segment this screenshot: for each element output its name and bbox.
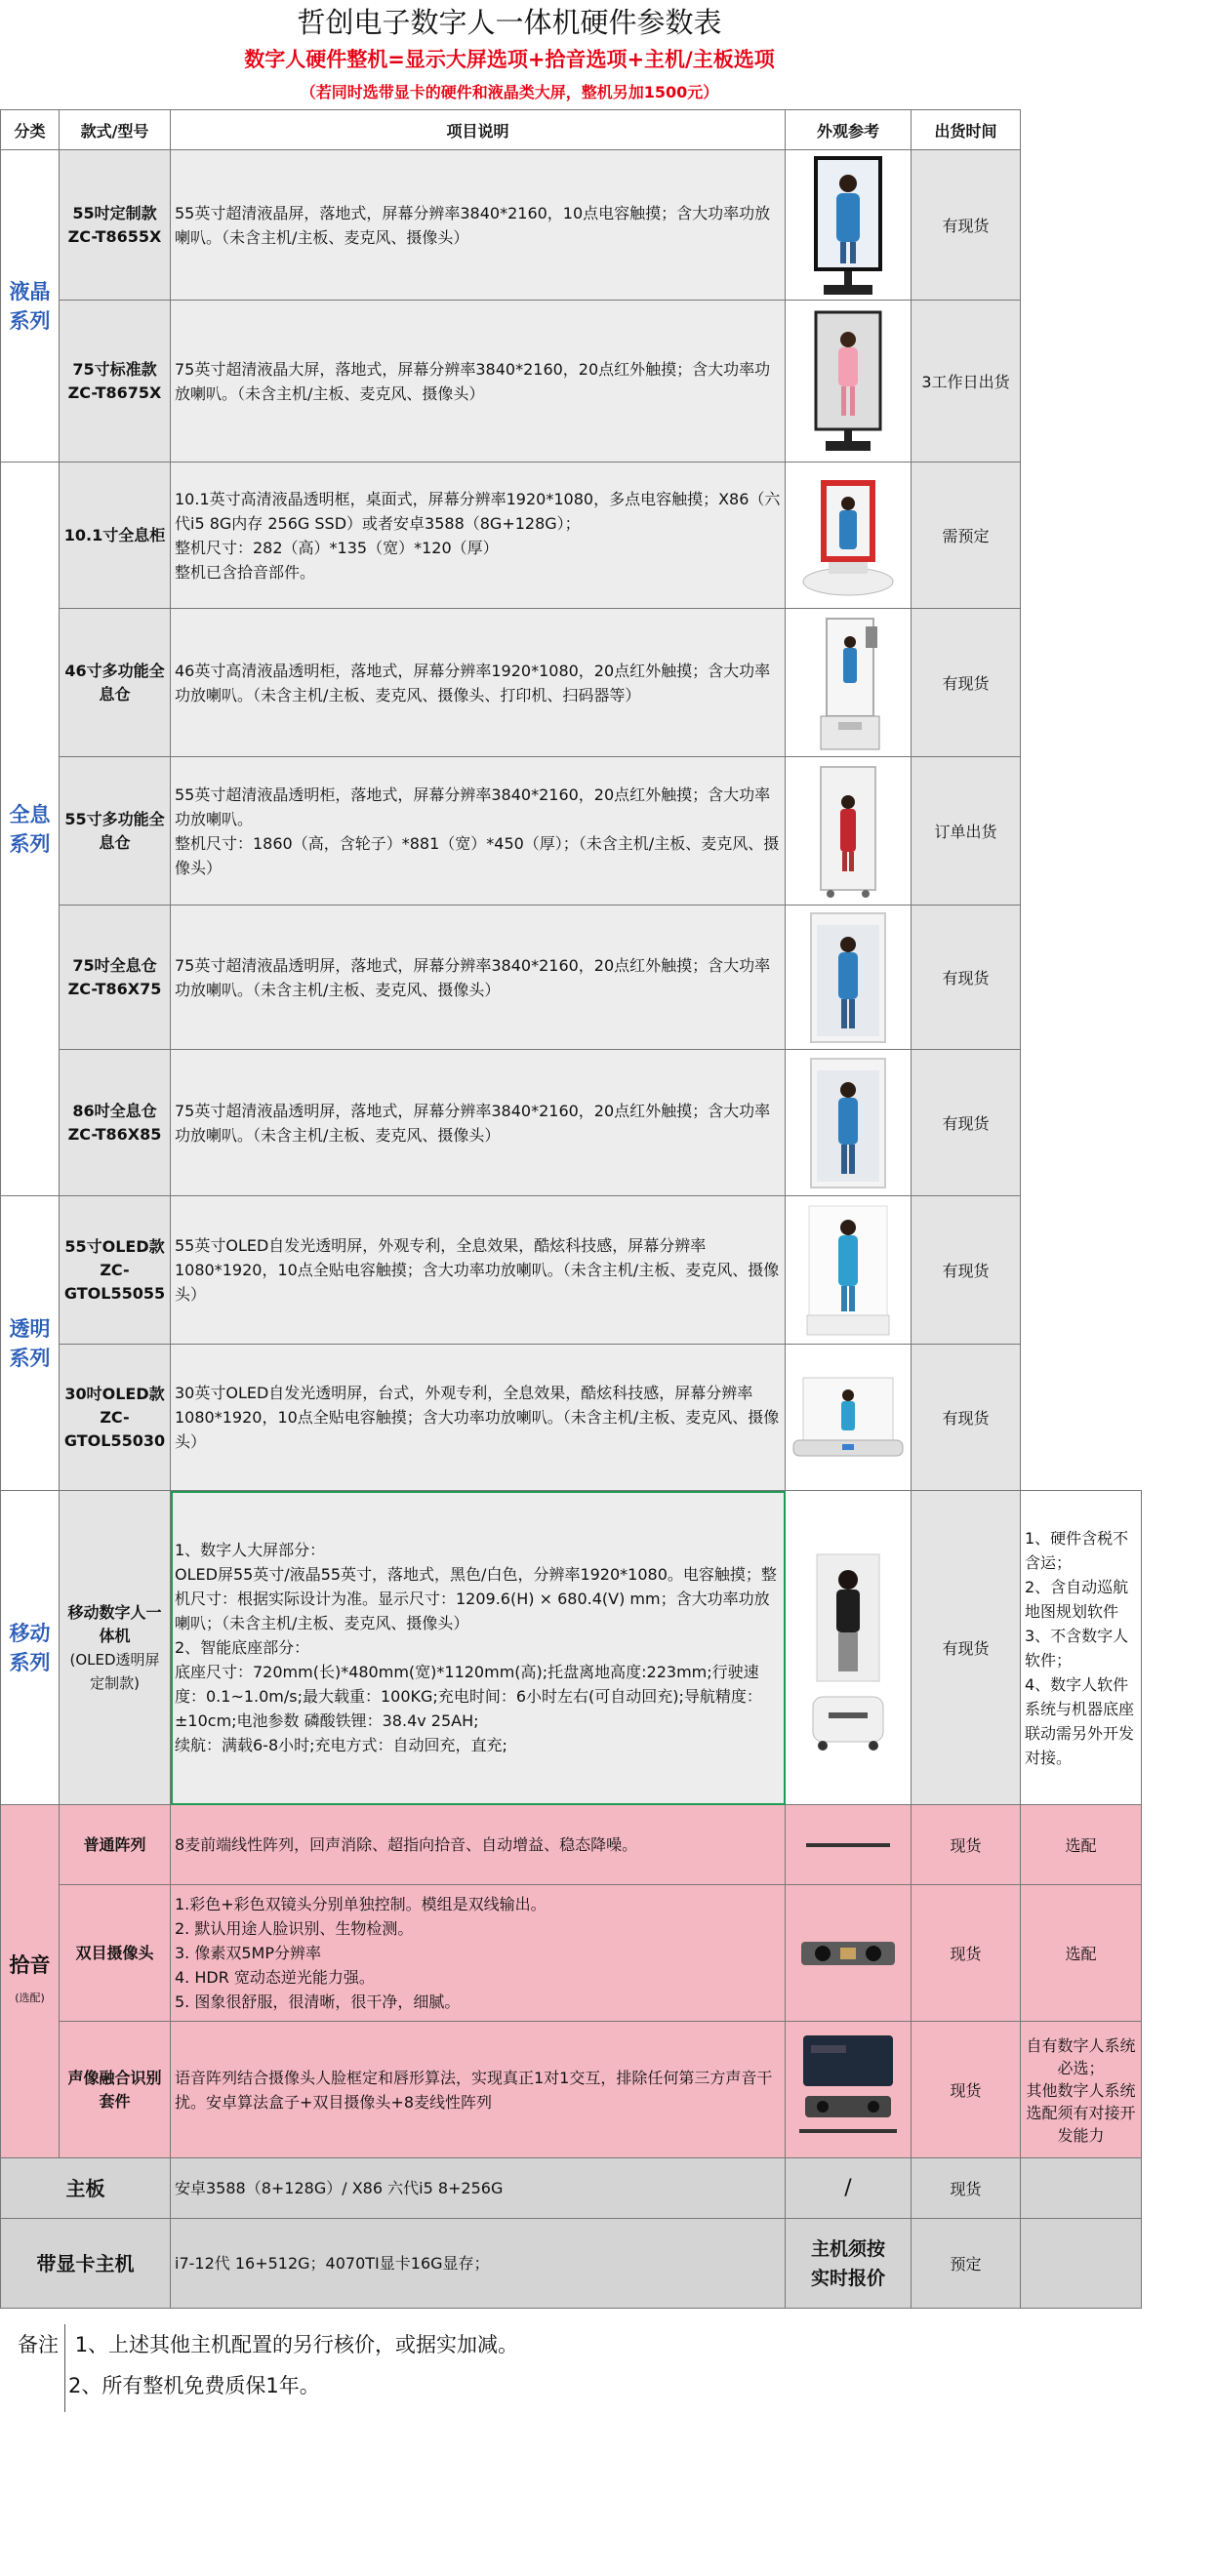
category-mobile: 移动系列 bbox=[1, 1491, 60, 1805]
ship-time: 有现货 bbox=[912, 906, 1021, 1050]
table-row bbox=[1, 1196, 1142, 1345]
model-cell: 55寸多功能全息仓 bbox=[60, 757, 171, 906]
description-cell: 75英寸超清液晶透明屏，落地式，屏幕分辨率3840*2160，20点红外触摸；含大功率功放喇叭。（未含主机/主板、麦克风、摄像头） bbox=[171, 1050, 786, 1196]
model-cell: 10.1寸全息柜 bbox=[60, 463, 171, 609]
model-cell: 75吋全息仓 ZC-T86X75 bbox=[60, 906, 171, 1050]
remarks bbox=[18, 2324, 518, 2406]
board-label: 主板 bbox=[1, 2158, 171, 2219]
model-cell: 声像融合识别套件 bbox=[60, 2022, 171, 2158]
header-category: 分类 bbox=[1, 110, 60, 150]
description-cell: 55英寸OLED自发光透明屏，外观专利，全息效果，酷炫科技感，屏幕分辨率1080*1920，10点全贴电容触摸；含大功率功放喇叭。（未含主机/主板、麦克风、摄像头） bbox=[171, 1196, 786, 1345]
category-audio: 拾音 (选配) bbox=[1, 1805, 60, 2158]
model-cell: 普通阵列 bbox=[60, 1805, 171, 1885]
note-cell: 选配 bbox=[1021, 1885, 1142, 2022]
remarks-label: 备注 bbox=[18, 2333, 59, 2356]
mic-array-image bbox=[786, 1805, 912, 1885]
ship-time: 有现货 bbox=[912, 1345, 1021, 1491]
table-row bbox=[1, 2158, 1142, 2219]
model-cell: 55寸OLED款 ZC- GTOL55055 bbox=[60, 1196, 171, 1345]
header-row bbox=[1, 110, 1142, 150]
table-row bbox=[1, 1885, 1142, 2022]
description-cell: 安卓3588（8+128G）/ X86 六代i5 8+256G bbox=[171, 2158, 786, 2219]
table-row bbox=[1, 301, 1142, 463]
page-subtitle: 数字人硬件整机=显示大屏选项+拾音选项+主机/主板选项 bbox=[244, 48, 775, 71]
model-cell: 46寸多功能全息仓 bbox=[60, 609, 171, 757]
description-cell: 1.彩色+彩色双镜头分别单独控制。模组是双线输出。 2. 默认用途人脸识别、生物检测。 3. 像素双5MP分辨率 4. HDR 宽动态逆光能力强。 5. 图象很舒服，很清晰，很干净，细腻。 bbox=[171, 1885, 786, 2022]
ship-time: 现货 bbox=[912, 1805, 1021, 1885]
model-cell: 75寸标准款 ZC-T8675X bbox=[60, 301, 171, 463]
description-cell: 75英寸超清液晶大屏，落地式，屏幕分辨率3840*2160，20点红外触摸；含大功率功放喇叭。（未含主机/主板、麦克风、摄像头） bbox=[171, 301, 786, 463]
description-cell: 语音阵列结合摄像头人脸框定和唇形算法，实现真正1对1交互，排除任何第三方声音干扰。安卓算法盒子+双目摄像头+8麦线性阵列 bbox=[171, 2022, 786, 2158]
table-row bbox=[1, 150, 1142, 301]
description-cell: 75英寸超清液晶透明屏，落地式，屏幕分辨率3840*2160，20点红外触摸；含大功率功放喇叭。（未含主机/主板、麦克风、摄像头） bbox=[171, 906, 786, 1050]
product-image bbox=[786, 609, 912, 757]
gpu-host-label: 带显卡主机 bbox=[1, 2219, 171, 2309]
table-row bbox=[1, 1805, 1142, 1885]
ship-time: 3工作日出货 bbox=[912, 301, 1021, 463]
product-image bbox=[786, 1345, 912, 1491]
description-cell: 8麦前端线性阵列，回声消除、超指向拾音、自动增益、稳态降噪。 bbox=[171, 1805, 786, 1885]
price-cell: / bbox=[786, 2158, 912, 2219]
page-title: 哲创电子数字人一体机硬件参数表 bbox=[297, 6, 722, 39]
ship-time: 现货 bbox=[912, 2022, 1021, 2158]
price-cell: 主机须按 实时报价 bbox=[786, 2219, 912, 2309]
note-cell: 自有数字人系统必选； 其他数字人系统选配须有对接开发能力 bbox=[1021, 2022, 1142, 2158]
product-image bbox=[786, 301, 912, 463]
table-row bbox=[1, 463, 1142, 609]
table-row bbox=[1, 1345, 1142, 1491]
ship-time: 有现货 bbox=[912, 150, 1021, 301]
product-image bbox=[786, 906, 912, 1050]
header-model: 款式/型号 bbox=[60, 110, 171, 150]
model-cell: 30吋OLED款 ZC- GTOL55030 bbox=[60, 1345, 171, 1491]
ship-time: 订单出货 bbox=[912, 757, 1021, 906]
description-cell: i7-12代 16+512G；4070TI显卡16G显存； bbox=[171, 2219, 786, 2309]
model-cell: 86吋全息仓 ZC-T86X85 bbox=[60, 1050, 171, 1196]
remarks-line-2: 2、所有整机免费质保1年。 bbox=[68, 2374, 320, 2397]
table-row bbox=[1, 757, 1142, 906]
product-image bbox=[786, 1050, 912, 1196]
category-lcd: 液晶系列 bbox=[1, 150, 60, 463]
ship-time: 有现货 bbox=[912, 1196, 1021, 1345]
product-image bbox=[786, 757, 912, 906]
camera-image bbox=[786, 1885, 912, 2022]
spec-table bbox=[0, 109, 1142, 2309]
ship-time: 有现货 bbox=[912, 609, 1021, 757]
kit-image bbox=[786, 2022, 912, 2158]
category-transparent: 透明系列 bbox=[1, 1196, 60, 1491]
remarks-divider bbox=[64, 2324, 65, 2412]
description-cell: 10.1英寸高清液晶透明框，桌面式，屏幕分辨率1920*1080，多点电容触摸；X86（六代i5 8G内存 256G SSD）或者安卓3588（8G+128G）； 整机尺寸：282（高）*135（宽）*120（厚） 整机已含拾音部件。 bbox=[171, 463, 786, 609]
page-subnote: （若同时选带显卡的硬件和液晶类大屏，整机另加1500元） bbox=[300, 83, 719, 101]
header-description: 项目说明 bbox=[171, 110, 786, 150]
table-row bbox=[1, 1491, 1142, 1805]
model-cell: 移动数字人一体机 (OLED透明屏定制款) bbox=[60, 1491, 171, 1805]
description-cell: 55英寸超清液晶透明柜，落地式，屏幕分辨率3840*2160，20点红外触摸；含大功率功放喇叭。 整机尺寸：1860（高，含轮子）*881（宽）*450（厚）；（未含主机/主板、麦克风、摄像头） bbox=[171, 757, 786, 906]
ship-time: 需预定 bbox=[912, 463, 1021, 609]
note-cell bbox=[1021, 2158, 1142, 2219]
ship-time: 现货 bbox=[912, 2158, 1021, 2219]
product-image bbox=[786, 1196, 912, 1345]
ship-time: 现货 bbox=[912, 1885, 1021, 2022]
product-image bbox=[786, 463, 912, 609]
table-row bbox=[1, 906, 1142, 1050]
description-cell: 1、数字人大屏部分： OLED屏55英寸/液晶55英寸，落地式，黑色/白色，分辨率1920*1080。电容触摸；整机尺寸：根据实际设计为准。显示尺寸：1209.6(H) × 680.4(V) mm；含大功率功放喇叭；（未含主机/主板、麦克风、摄像头） 2、智能底座部分： 底座尺寸：720mm(长)*480mm(宽)*1120mm(高);托盘离地高度:223mm;行驶速度：0.1~1.0m/s;最大载重：100KG;充电时间：6小时左右(可自动回充);导航精度：±10cm;电池参数 磷酸铁锂：38.4v 25AH; 续航：满载6-8小时;充电方式：自动回充，直充; bbox=[171, 1491, 786, 1805]
ship-time: 有现货 bbox=[912, 1491, 1021, 1805]
description-cell: 30英寸OLED自发光透明屏，台式，外观专利，全息效果，酷炫科技感，屏幕分辨率1080*1920，10点全贴电容触摸；含大功率功放喇叭。（未含主机/主板、麦克风、摄像头） bbox=[171, 1345, 786, 1491]
category-holo: 全息系列 bbox=[1, 463, 60, 1196]
table-row bbox=[1, 2219, 1142, 2309]
product-image bbox=[786, 1491, 912, 1805]
note-cell bbox=[1021, 2219, 1142, 2309]
ship-time: 有现货 bbox=[912, 1050, 1021, 1196]
table-row bbox=[1, 609, 1142, 757]
table-row bbox=[1, 2022, 1142, 2158]
header-appearance: 外观参考 bbox=[786, 110, 912, 150]
table-row bbox=[1, 1050, 1142, 1196]
note-cell: 选配 bbox=[1021, 1805, 1142, 1885]
model-cell: 55吋定制款 ZC-T8655X bbox=[60, 150, 171, 301]
product-image bbox=[786, 150, 912, 301]
header-ship-time: 出货时间 bbox=[912, 110, 1021, 150]
model-cell: 双目摄像头 bbox=[60, 1885, 171, 2022]
description-cell: 55英寸超清液晶屏，落地式，屏幕分辨率3840*2160，10点电容触摸；含大功率功放喇叭。（未含主机/主板、麦克风、摄像头） bbox=[171, 150, 786, 301]
note-cell: 1、硬件含税不含运； 2、含自动巡航地图规划软件 3、不含数字人软件； 4、数字人软件系统与机器底座联动需另外开发对接。 bbox=[1021, 1491, 1142, 1805]
remarks-line-1: 1、上述其他主机配置的另行核价，或据实加减。 bbox=[74, 2333, 519, 2356]
ship-time: 预定 bbox=[912, 2219, 1021, 2309]
description-cell: 46英寸高清液晶透明柜，落地式，屏幕分辨率1920*1080，20点红外触摸；含大功率功放喇叭。（未含主机/主板、麦克风、摄像头、打印机、扫码器等） bbox=[171, 609, 786, 757]
